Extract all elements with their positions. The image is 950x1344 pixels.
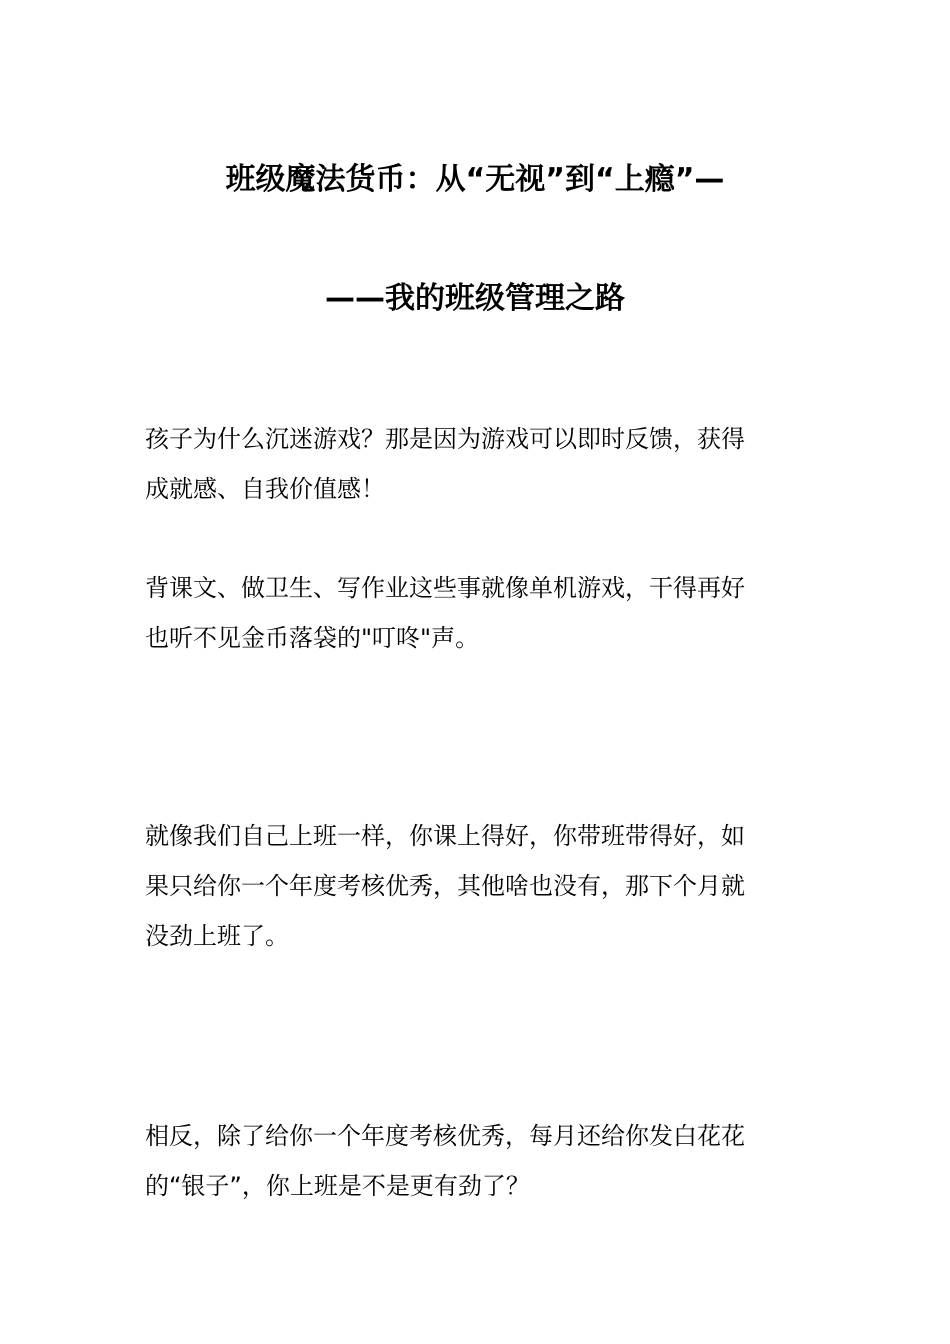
- paragraph-line: 也听不见金币落袋的"叮咚"声。: [145, 624, 480, 652]
- document-title-line-2: ——我的班级管理之路: [325, 281, 625, 316]
- paragraph-line: 的“银子”，你上班是不是更有劲了？: [145, 1172, 530, 1200]
- paragraph-2: [145, 563, 815, 663]
- paragraph-line: 成就感、自我价值感！: [145, 475, 385, 503]
- document-title-line-1: 班级魔法货币：从“无视”到“上瘾”—: [225, 162, 725, 197]
- paragraph-line: 就像我们自己上班一样，你课上得好，你带班带得好，如: [145, 822, 745, 850]
- paragraph-3: [145, 811, 815, 961]
- paragraph-4: [145, 1111, 815, 1211]
- paragraph-line: 孩子为什么沉迷游戏？那是因为游戏可以即时反馈，获得: [145, 425, 745, 453]
- paragraph-line: 相反，除了给你一个年度考核优秀，每月还给你发白花花: [145, 1122, 745, 1150]
- paragraph-line: 没劲上班了。: [145, 922, 289, 950]
- paragraph-line: 果只给你一个年度考核优秀，其他啥也没有，那下个月就: [145, 872, 745, 900]
- paragraph-1: [145, 414, 815, 514]
- paragraph-line: 背课文、做卫生、写作业这些事就像单机游戏，干得再好: [145, 574, 745, 602]
